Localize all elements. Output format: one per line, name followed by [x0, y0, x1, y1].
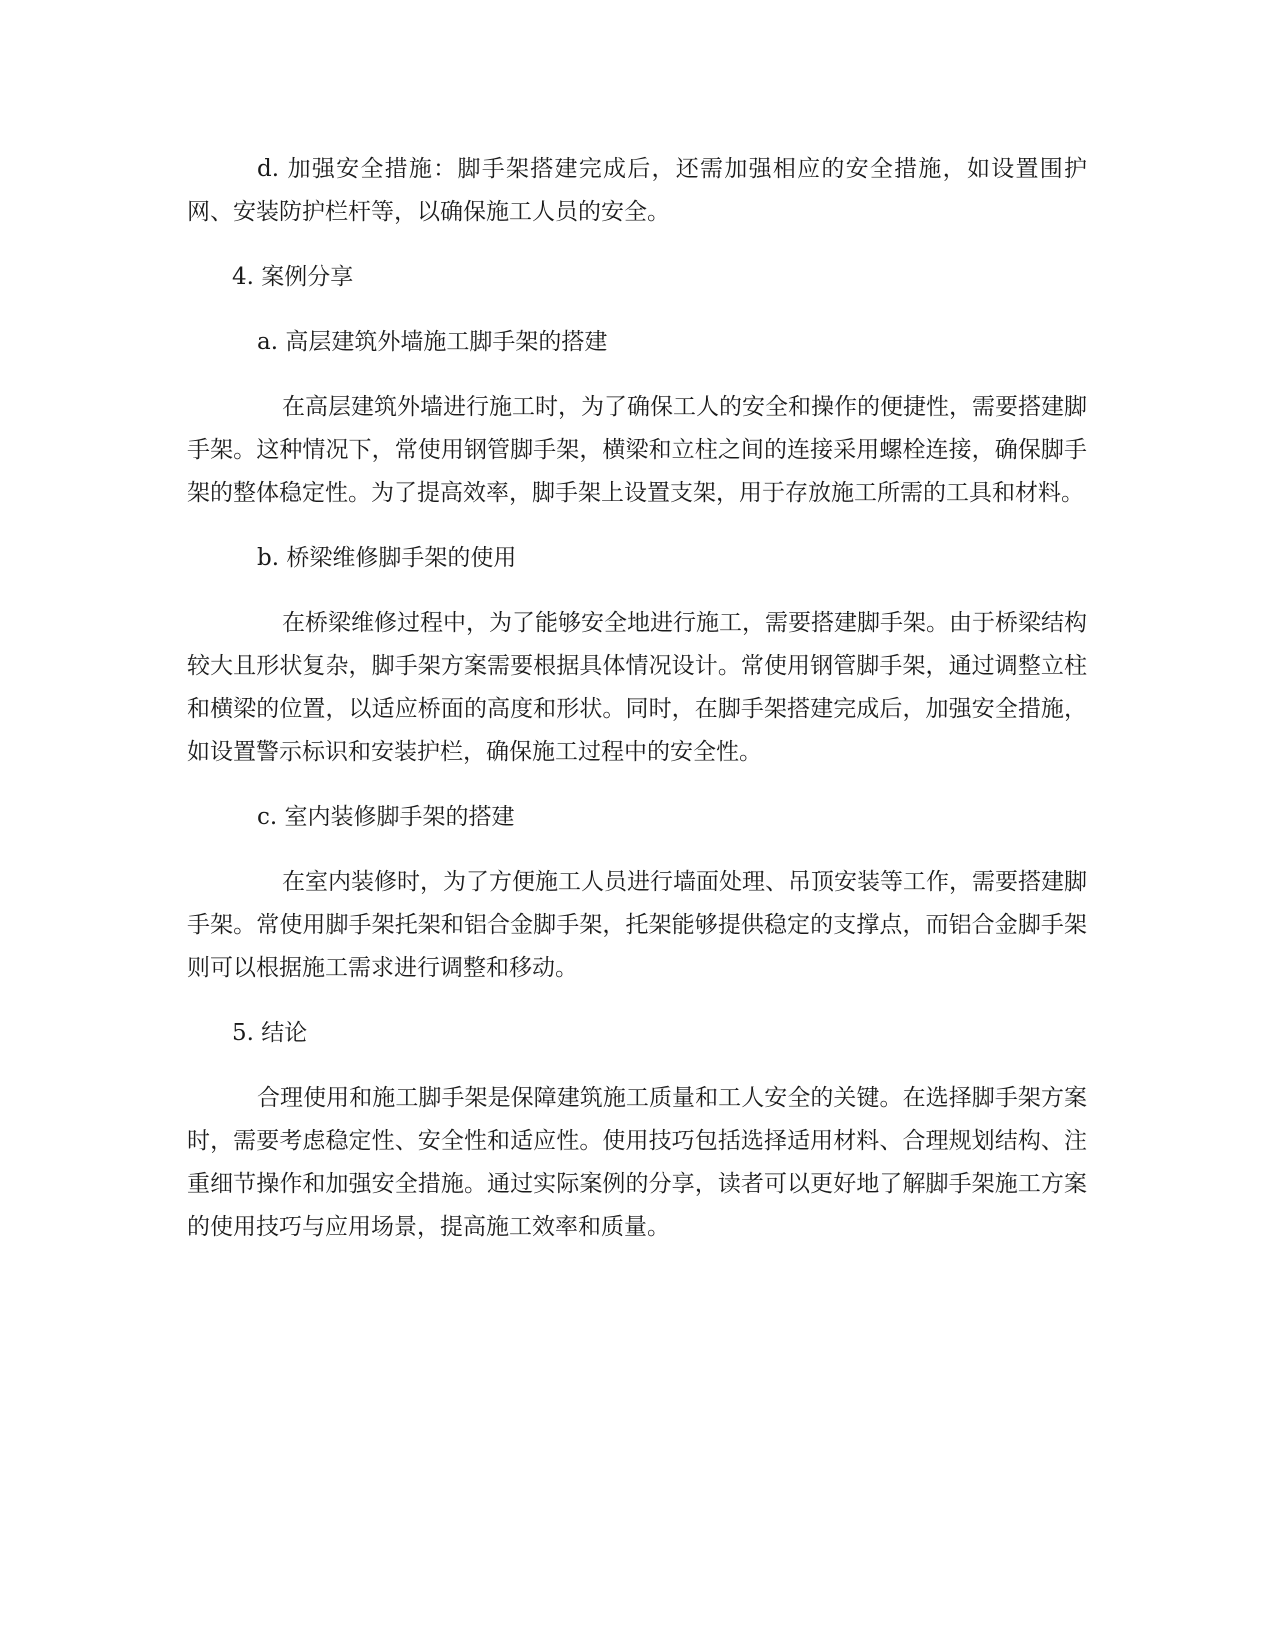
case-a-heading: a. 高层建筑外墙施工脚手架的搭建 — [257, 329, 608, 355]
document-body — [187, 148, 1087, 1249]
safety-measures-item: d. 加强安全措施：脚手架搭建完成后，还需加强相应的安全措施，如设置围护网、安装防护栏杆等，以确保施工人员的安全。 — [187, 156, 1087, 225]
conclusion-paragraph: 合理使用和施工脚手架是保障建筑施工质量和工人安全的关键。在选择脚手架方案时，需要考虑稳定性、安全性和适应性。使用技巧包括选择适用材料、合理规划结构、注重细节操作和加强安全措施。通过实际案例的分享，读者可以更好地了解脚手架施工方案的使用技巧与应用场景，提高施工效率和质量。 — [187, 1085, 1087, 1240]
case-b-paragraph: 在桥梁维修过程中，为了能够安全地进行施工，需要搭建脚手架。由于桥梁结构较大且形状复杂，脚手架方案需要根据具体情况设计。常使用钢管脚手架，通过调整立柱和横梁的位置，以适应桥面的高度和形状。同时，在脚手架搭建完成后，加强安全措施，如设置警示标识和安装护栏，确保施工过程中的安全性。 — [187, 610, 1087, 765]
section-heading-conclusion: 5. 结论 — [232, 1020, 308, 1046]
case-b-heading: b. 桥梁维修脚手架的使用 — [257, 545, 517, 571]
case-c-heading: c. 室内装修脚手架的搭建 — [257, 804, 515, 830]
section-heading-case-studies: 4. 案例分享 — [232, 264, 354, 290]
case-a-paragraph: 在高层建筑外墙进行施工时，为了确保工人的安全和操作的便捷性，需要搭建脚手架。这种情况下，常使用钢管脚手架，横梁和立柱之间的连接采用螺栓连接，确保脚手架的整体稳定性。为了提高效率，脚手架上设置支架，用于存放施工所需的工具和材料。 — [187, 394, 1087, 506]
case-c-paragraph: 在室内装修时，为了方便施工人员进行墙面处理、吊顶安装等工作，需要搭建脚手架。常使用脚手架托架和铝合金脚手架，托架能够提供稳定的支撑点，而铝合金脚手架则可以根据施工需求进行调整和移动。 — [187, 869, 1087, 981]
